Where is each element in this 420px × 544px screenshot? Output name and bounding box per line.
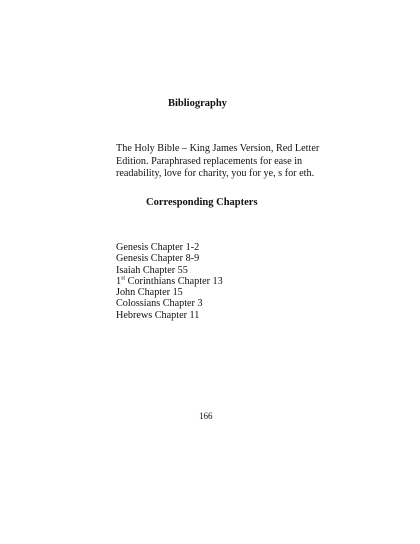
chapter-ordinal-suffix: st [121,275,126,282]
chapter-item: Hebrews Chapter 11 [116,309,200,321]
chapter-item: Genesis Chapter 1-2 [116,242,200,253]
bibliography-entry [116,143,326,181]
bibliography-entry-line: Edition. Paraphrased replacements for ease in [116,155,303,167]
bibliography-heading: Bibliography [168,98,227,109]
bibliography-entry-line: readability, love for charity, you for ye, s for eth. [116,168,315,179]
chapter-list [116,242,223,321]
chapter-item: Genesis Chapter 8-9 [116,253,200,265]
corresponding-chapters-heading: Corresponding Chapters [146,197,258,208]
chapter-item: Isaiah Chapter 55 [116,264,188,276]
bibliography-entry-line: The Holy Bible – King James Version, Red Letter [116,143,320,154]
chapter-ordinal-number: 1 [116,275,122,287]
page-number: 166 [199,411,213,421]
chapter-item: John Chapter 15 [116,287,183,299]
chapter-item-text: Corinthians Chapter 13 [125,275,223,287]
chapter-item: Colossians Chapter 3 [116,298,203,310]
chapter-item [116,276,223,287]
